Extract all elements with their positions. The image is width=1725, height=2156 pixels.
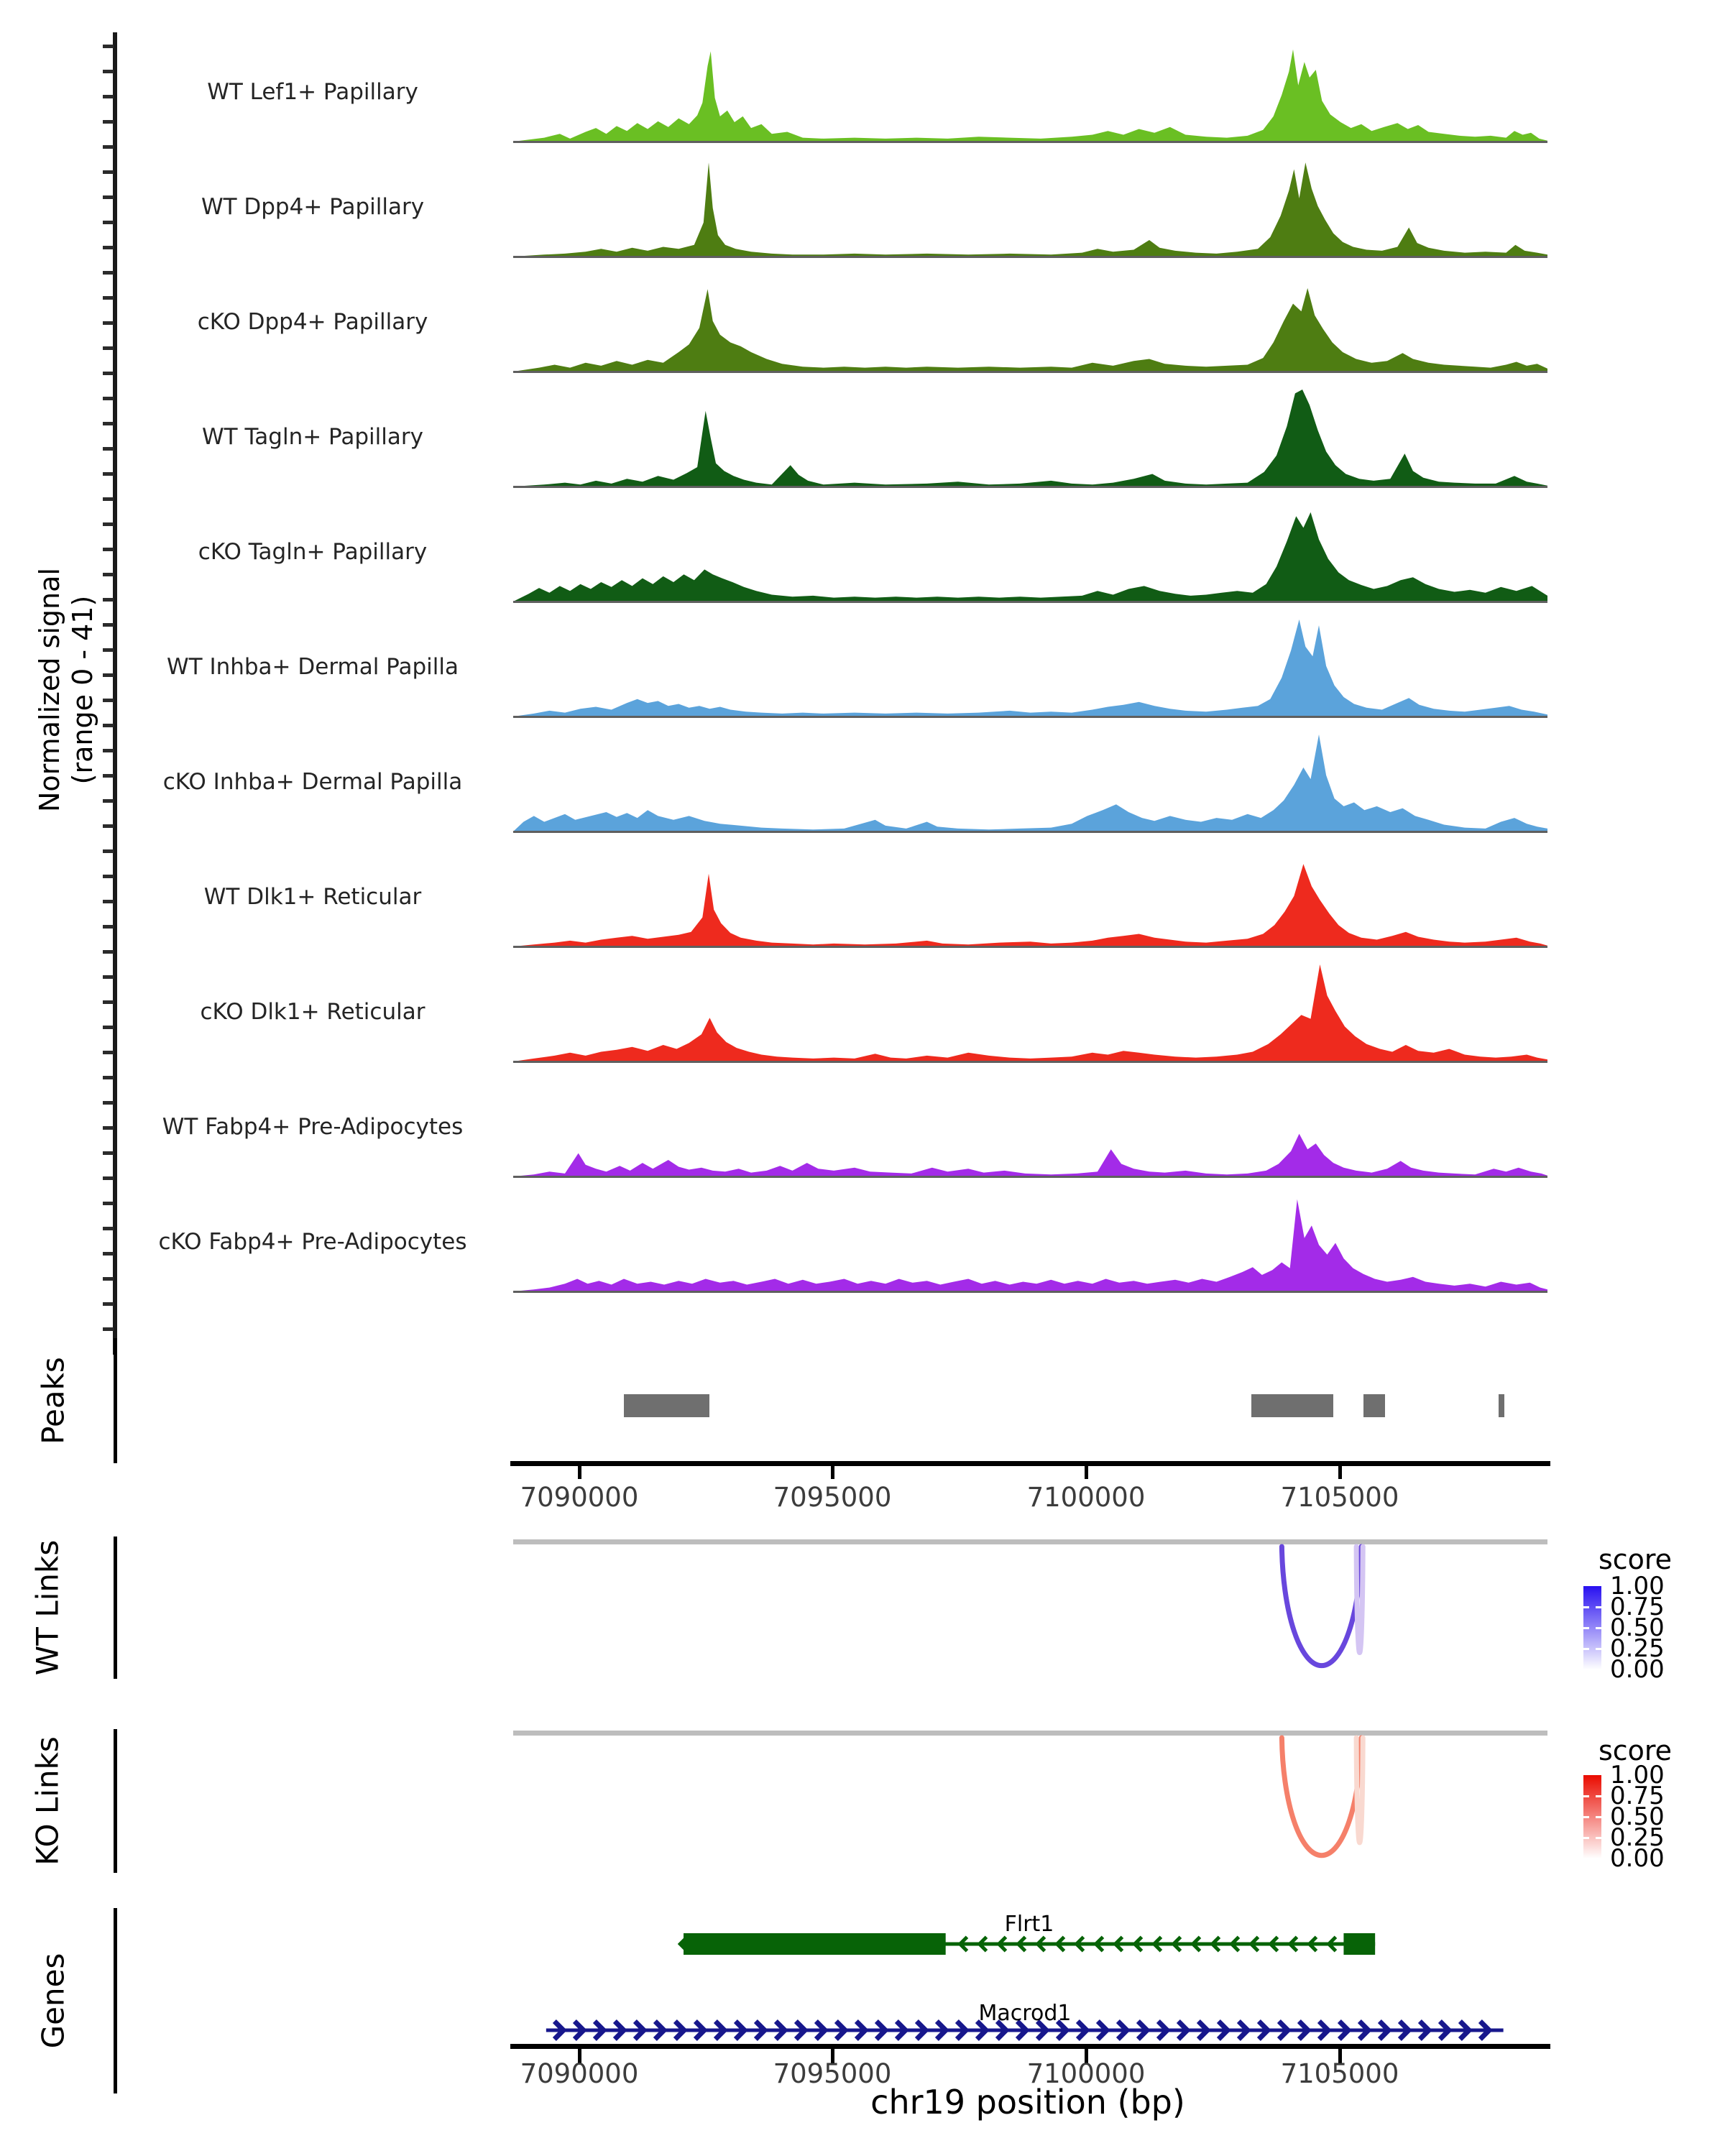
signal-path [513, 1199, 1547, 1291]
y-axis-tick [103, 648, 114, 652]
signal-path [513, 288, 1547, 372]
genome-axis-tick-label: 7095000 [773, 2058, 892, 2089]
track-baseline [513, 1061, 1547, 1063]
y-axis-tick [103, 623, 114, 627]
track-label: cKO Dlk1+ Reticular [200, 999, 426, 1025]
legend-notch [1583, 1795, 1589, 1797]
legend-notch [1583, 1816, 1589, 1818]
legend-notch [1596, 1606, 1601, 1608]
score-legend-tick-label: 0.75 [1610, 1593, 1665, 1621]
bottom-genome-axis [510, 2044, 1550, 2049]
genome-axis-tick [578, 1466, 581, 1479]
y-axis-tick [103, 724, 114, 727]
track-label: cKO Inhba+ Dermal Papilla [162, 769, 463, 795]
genome-axis-tick-label: 7105000 [1280, 2058, 1399, 2089]
signal-area [513, 1194, 1547, 1292]
peak-interval [1363, 1394, 1385, 1417]
score-legend-tick-label: 0.50 [1610, 1802, 1665, 1831]
legend-notch [1583, 1837, 1589, 1839]
legend-notch [1596, 1816, 1601, 1818]
y-axis-tick [103, 1026, 114, 1029]
peaks-section-bar [114, 1338, 117, 1463]
peak-interval [1251, 1394, 1333, 1417]
signal-area [513, 160, 1547, 257]
genome-axis-tick [1338, 1466, 1342, 1479]
genome-axis-tick-label: 7100000 [1026, 1482, 1146, 1513]
y-axis-tick [103, 1327, 114, 1331]
legend-notch [1596, 1837, 1601, 1839]
peak-interval [624, 1394, 709, 1417]
wt-score-legend-title: score [1598, 1544, 1673, 1575]
y-axis-tick [103, 397, 114, 400]
signal-path [513, 50, 1547, 142]
genome-axis-tick [831, 1466, 834, 1479]
y-axis-tick [103, 346, 114, 350]
y-axis-label-line2: (range 0 - 41) [67, 595, 98, 785]
genes-section-label: Genes [35, 1953, 71, 2049]
genome-axis-tick-label: 7090000 [520, 1482, 639, 1513]
links-arcs-svg [513, 1735, 1547, 1869]
track-baseline [513, 946, 1547, 948]
track-label: WT Tagln+ Papillary [202, 424, 423, 450]
y-axis-tick [103, 145, 114, 149]
legend-notch [1583, 1606, 1589, 1608]
gene-label: Macrod1 [978, 2001, 1072, 2026]
signal-path [513, 734, 1547, 831]
signal-path [513, 964, 1547, 1061]
peak-interval [1499, 1394, 1504, 1417]
y-axis-tick [103, 849, 114, 853]
score-legend-tick-label: 0.00 [1610, 1655, 1665, 1684]
signal-area [513, 275, 1547, 372]
link-arc [1282, 1738, 1361, 1856]
ko-score-legend-title: score [1598, 1735, 1673, 1766]
genes-section-bar [114, 1908, 117, 2093]
track-baseline [513, 141, 1547, 143]
y-axis-tick [103, 246, 114, 249]
signal-area [513, 619, 1547, 717]
score-legend-tick-label: 1.00 [1610, 1761, 1665, 1789]
link-arc [1282, 1547, 1361, 1666]
y-axis-tick [103, 1277, 114, 1281]
y-axis-tick [103, 1151, 114, 1155]
y-axis-tick [103, 925, 114, 929]
signal-path [513, 1134, 1547, 1176]
y-axis-tick [103, 472, 114, 476]
y-axis-tick [103, 372, 114, 375]
y-axis-tick [103, 45, 114, 48]
track-baseline [513, 371, 1547, 373]
track-label: cKO Fabp4+ Pre-Adipocytes [158, 1229, 467, 1255]
x-axis-title: chr19 position (bp) [870, 2083, 1185, 2122]
gene-exon [684, 1933, 946, 1955]
score-legend-tick-label: 0.00 [1610, 1844, 1665, 1873]
track-label: WT Dpp4+ Papillary [201, 194, 425, 220]
track-label: cKO Tagln+ Papillary [198, 539, 428, 565]
signal-area [513, 390, 1547, 487]
y-axis-tick [103, 749, 114, 752]
y-axis-tick [103, 799, 114, 803]
score-legend-tick-label: 1.00 [1610, 1572, 1665, 1600]
score-legend-tick-label: 0.75 [1610, 1782, 1665, 1810]
track-baseline [513, 831, 1547, 833]
signal-path [513, 512, 1547, 602]
track-baseline [513, 486, 1547, 488]
track-baseline [513, 716, 1547, 718]
signal-area [513, 45, 1547, 142]
legend-notch [1596, 1795, 1601, 1797]
links-arcs-svg [513, 1544, 1547, 1679]
wt-links-section-label: WT Links [29, 1539, 65, 1676]
signal-area [513, 849, 1547, 947]
y-axis-label [33, 568, 99, 812]
genome-axis-tick [1085, 1466, 1088, 1479]
legend-notch [1583, 1627, 1589, 1629]
y-axis-tick [103, 699, 114, 702]
track-label: cKO Dpp4+ Papillary [197, 309, 428, 335]
peaks-section-label: Peaks [35, 1357, 71, 1445]
signal-path [513, 162, 1547, 257]
y-axis-tick [103, 573, 114, 576]
genome-axis-tick-label: 7095000 [773, 1482, 892, 1513]
genome-axis-tick-label: 7105000 [1280, 1482, 1399, 1513]
y-axis-tick [103, 1076, 114, 1079]
y-axis-tick [103, 975, 114, 979]
gene-label: Flrt1 [1004, 1912, 1054, 1937]
score-legend-tick-label: 0.25 [1610, 1823, 1665, 1852]
signal-area [513, 964, 1547, 1062]
wt-links-section-bar [114, 1537, 117, 1679]
track-label: WT Inhba+ Dermal Papilla [167, 654, 459, 680]
track-baseline [513, 256, 1547, 258]
track-baseline [513, 1176, 1547, 1178]
y-axis-tick [103, 221, 114, 224]
signal-path [513, 390, 1547, 487]
y-axis-tick [103, 170, 114, 174]
signal-area [513, 1079, 1547, 1177]
y-axis-tick [103, 1101, 114, 1105]
y-axis-tick [103, 1176, 114, 1180]
mid-genome-axis [510, 1461, 1550, 1466]
y-axis-tick [103, 1051, 114, 1054]
y-axis-tick [103, 120, 114, 124]
y-axis-tick [103, 598, 114, 602]
ko-links-section-bar [114, 1729, 117, 1873]
y-axis-tick [103, 522, 114, 526]
y-axis-tick [103, 497, 114, 501]
legend-notch [1596, 1648, 1601, 1650]
track-baseline [513, 601, 1547, 603]
track-label: WT Fabp4+ Pre-Adipocytes [162, 1114, 464, 1140]
score-legend-tick-label: 0.25 [1610, 1634, 1665, 1663]
legend-notch [1596, 1627, 1601, 1629]
signal-area [513, 505, 1547, 602]
signal-y-axis [113, 32, 117, 1355]
signal-path [513, 619, 1547, 717]
y-axis-tick [103, 1202, 114, 1205]
score-legend-tick-label: 0.50 [1610, 1613, 1665, 1642]
y-axis-tick [103, 875, 114, 878]
y-axis-tick [103, 1302, 114, 1306]
track-label: WT Dlk1+ Reticular [203, 884, 422, 910]
y-axis-tick [103, 824, 114, 828]
y-axis-tick [103, 296, 114, 300]
ko-links-section-label: KO Links [29, 1736, 65, 1866]
legend-notch [1583, 1648, 1589, 1650]
signal-path [513, 864, 1547, 946]
y-axis-tick [103, 271, 114, 275]
track-baseline [513, 1291, 1547, 1293]
signal-area [513, 734, 1547, 832]
genome-axis-tick-label: 7100000 [1026, 2058, 1146, 2089]
y-axis-label-line1: Normalized signal [34, 568, 65, 812]
track-label: WT Lef1+ Papillary [207, 79, 418, 105]
gene-exon [1343, 1933, 1375, 1955]
genome-axis-tick-label: 7090000 [520, 2058, 639, 2089]
y-axis-tick [103, 70, 114, 73]
y-axis-tick [103, 950, 114, 954]
